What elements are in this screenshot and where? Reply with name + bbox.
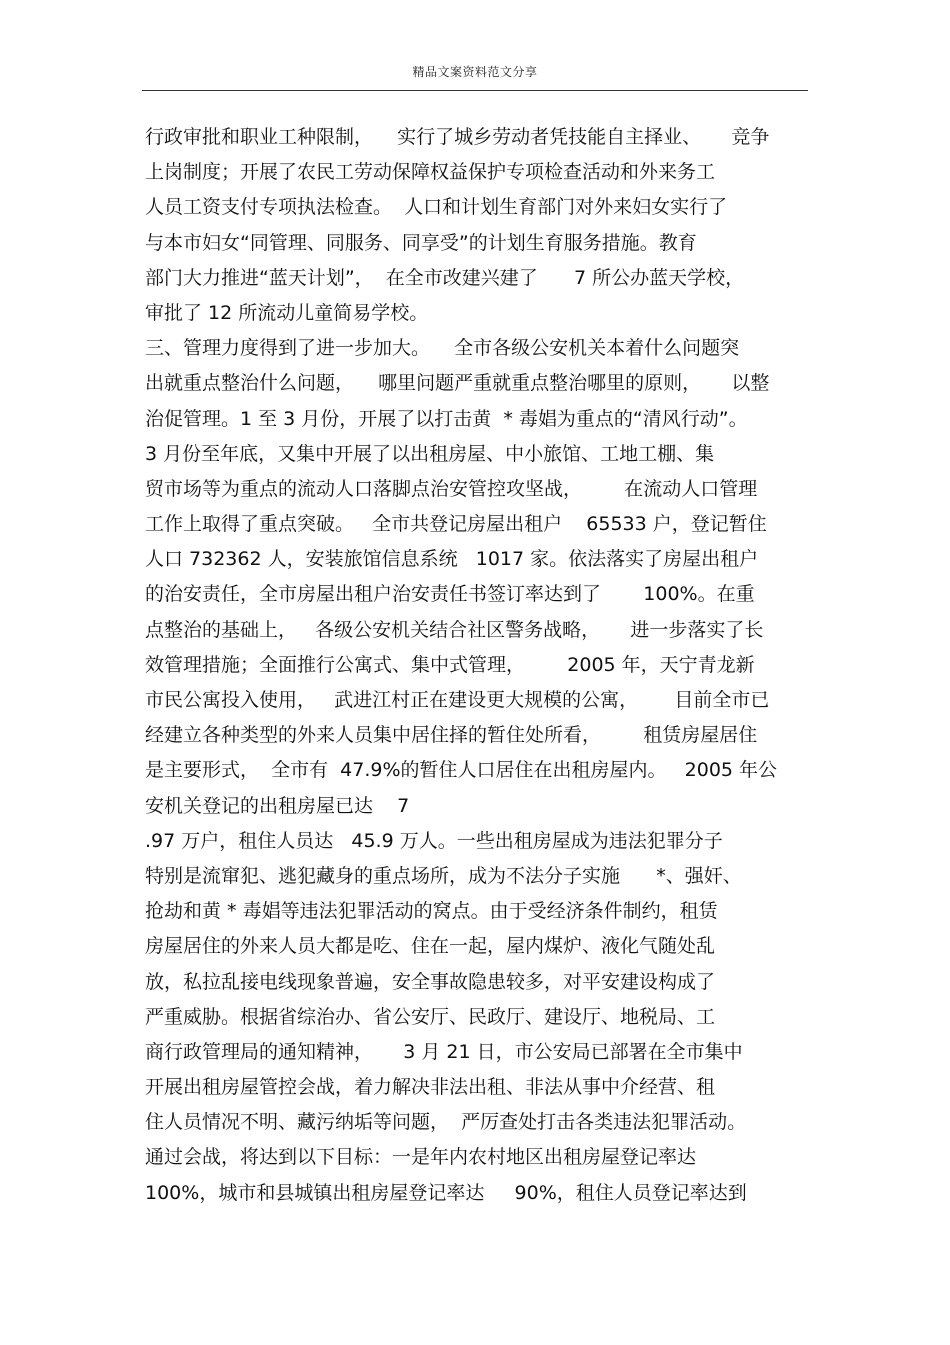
text-line: .97 万户，租住人员达 45.9 万人。一些出租房屋成为违法犯罪分子 <box>145 829 723 852</box>
text-line: 房屋居住的外来人员大都是吃、住在一起，屋内煤炉、液化气随处乱 <box>145 935 716 958</box>
text-line: 放，私拉乱接电线现象普遍，安全事故隐患较多，对平安建设构成了 <box>145 970 716 993</box>
text-line: 部门大力推进“蓝天计划”， 在全市改建兴建了 7 所公办蓝天学校， <box>145 266 745 289</box>
text-line: 3 月份至年底，又集中开展了以出租房屋、中小旅馆、工地工棚、集 <box>145 442 715 465</box>
text-line: 上岗制度；开展了农民工劳动保障权益保护专项检查活动和外来务工 <box>145 161 716 184</box>
text-line: 的治安责任，全市房屋出租户治安责任书签订率达到了 100%。在重 <box>145 583 755 606</box>
text-line: 是主要形式， 全市有 47.9%的暂住人口居住在出租房屋内。 2005 年公 <box>145 759 778 782</box>
text-line: 人口 732362 人，安装旅馆信息系统 1017 家。依法落实了房屋出租户 <box>145 548 759 571</box>
text-line: 100%，城市和县城镇出租房屋登记率达 90%，租住人员登记率达到 <box>145 1181 747 1204</box>
text-line: 特别是流窜犯、逃犯藏身的重点场所，成为不法分子实施 *、强奸、 <box>145 864 742 887</box>
page-header: 精品文案资料范文分享 <box>412 65 538 79</box>
text-line: 行政审批和职业工种限制， 实行了城乡劳动者凭技能自主择业、 竞争 <box>145 126 770 148</box>
text-line: 严重威胁。根据省综治办、省公安厅、民政厅、建设厅、地税局、工 <box>145 1005 716 1028</box>
text-line: 效管理措施；全面推行公寓式、集中式管理， 2005 年，天宁青龙新 <box>145 653 755 676</box>
text-line: 市民公寓投入使用， 武进江村正在建设更大规模的公寓， 目前全市已 <box>145 689 770 711</box>
text-line: 与本市妇女“同管理、同服务、同享受”的计划生育服务措施。教育 <box>145 231 697 254</box>
text-line: 治促管理。1 至 3 月份，开展了以打击黄 * 毒娼为重点的“清风行动”。 <box>145 407 748 430</box>
body-text <box>145 120 815 1211</box>
text-line: 开展出租房屋管控会战，着力解决非法出租、非法从事中介经营、租 <box>145 1076 716 1099</box>
text-line: 贸市场等为重点的流动人口落脚点治安管控攻坚战， 在流动人口管理 <box>145 477 758 500</box>
text-line: 人员工资支付专项执法检查。 人口和计划生育部门对外来妇女实行了 <box>145 196 728 219</box>
text-line: 抢劫和黄 * 毒娼等违法犯罪活动的窝点。由于受经济条件制约，租赁 <box>145 900 718 923</box>
header-divider <box>142 90 808 91</box>
text-line: 住人员情况不明、藏污纳垢等问题， 严厉查处打击各类违法犯罪活动。 <box>145 1111 747 1134</box>
text-line: 经建立各种类型的外来人员集中居住择的暂住处所看， 租赁房屋居住 <box>145 724 758 747</box>
text-line: 安机关登记的出租房屋已达 7 <box>145 794 410 817</box>
text-line: 三、管理力度得到了进一步加大。 全市各级公安机关本着什么问题突 <box>145 337 740 360</box>
text-line: 审批了 12 所流动儿童简易学校。 <box>145 301 429 324</box>
text-line: 通过会战，将达到以下目标：一是年内农村地区出租房屋登记率达 <box>145 1146 697 1169</box>
text-line: 出就重点整治什么问题， 哪里问题严重就重点整治哪里的原则， 以整 <box>145 372 770 395</box>
text-line: 商行政管理局的通知精神， 3 月 21 日，市公安局已部署在全市集中 <box>145 1040 743 1063</box>
text-line: 点整治的基础上， 各级公安机关结合社区警务战略， 进一步落实了长 <box>145 618 764 641</box>
text-line: 工作上取得了重点突破。 全市共登记房屋出租户 65533 户，登记暂住 <box>145 513 767 536</box>
